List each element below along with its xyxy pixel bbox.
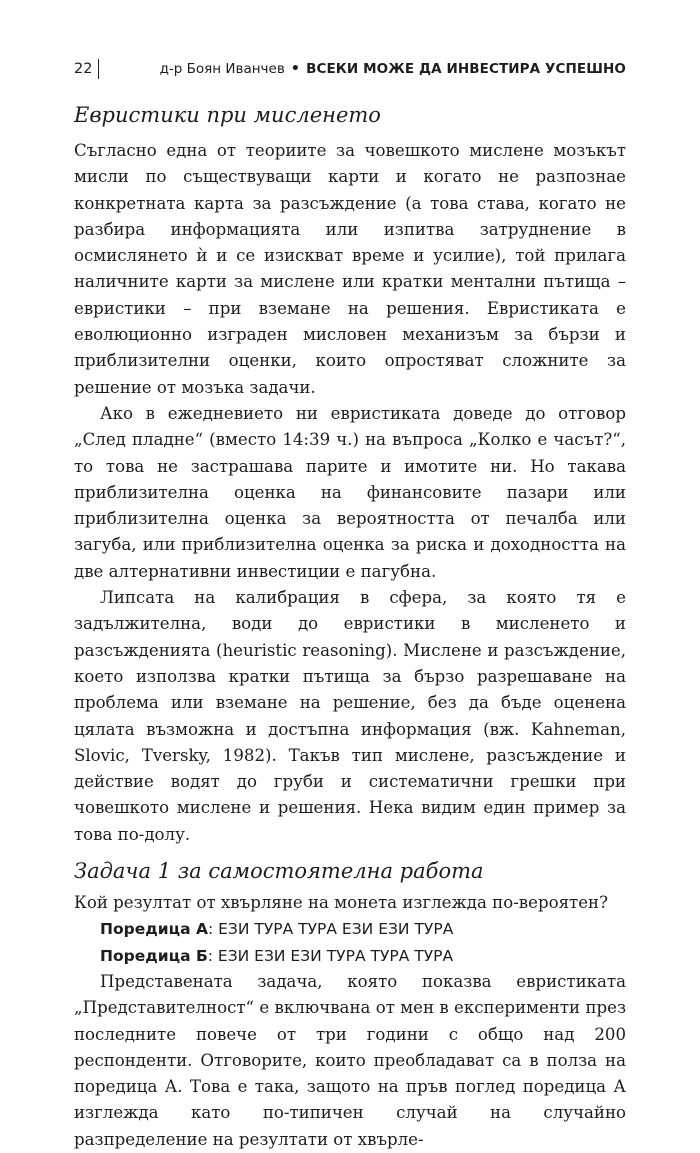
task-question: Кой резултат от хвърляне на монета изглежда по-вероятен? [74, 893, 609, 913]
paragraph-3: Липсата на калибрация в сфера, за която тя е задължителна, води до евристики в мисленето и разсъжденията (heuristic reasoning). Мислене и разсъждение, което използва кратки пътища за бързо разрешаване на проблема или вземане на решение, без да бъде оценена цялата възможна и достъпна информация (вж. Kahneman, Slovic, Tversky, 1982). Такъв тип мислене, разсъждение и действие водят до груби и систематични грешки при човешкото мислене и решения. Нека видим един пример за това по-долу. [74, 588, 626, 844]
sequence-a [74, 916, 626, 942]
page-content [74, 98, 626, 1153]
paragraph-2: Ако в ежедневието ни евристиката доведе до отговор „След пладне“ (вместо 14:39 ч.) на въпроса „Колко е часът?“, то това не застрашава парите и имотите ни. Но такава приблизителна оценка на финансовите пазари или приблизителна оценка за вероятността от печалба или загуба, или приблизителна оценка за риска и доходността на две алтернативни инвестиции е пагубна. [74, 403, 626, 581]
sequence-a-label: Поредица А [100, 920, 208, 939]
header-book-title: ВСЕКИ МОЖЕ ДА ИНВЕСТИРА УСПЕШНО [306, 61, 626, 77]
sequence-a-value: : ЕЗИ ТУРА ТУРА ЕЗИ ЕЗИ ТУРА [207, 920, 454, 939]
header-author: д-р Боян Иванчев [159, 61, 285, 77]
section-heading-task: Задача 1 за самостоятелна работа [74, 859, 484, 884]
header-divider [98, 59, 99, 79]
paragraph-1: Съгласно една от теориите за човешкото мислене мозъкът мисли по съществуващи карти и когато не разпознае конкретната карта за разсъждение (а това става, когато не разбира информацията или изпитва затруднение в осмислянето ѝ и се изискват време и усилие), той прилага наличните карти за мислене или кратки ментални пътища – евристики – при вземане на решения. Евристиката е еволюционно изграден мисловен механизъм за бързи и приблизителни оценки, които опростяват сложните за решение от мозъка задачи. [74, 141, 626, 397]
header-bullet: • [290, 61, 301, 77]
sequence-b [74, 943, 626, 969]
sequence-b-value: : ЕЗИ ЕЗИ ЕЗИ ТУРА ТУРА ТУРА [207, 946, 454, 965]
section-heading-heuristics: Евристики при мисленето [74, 103, 381, 127]
page-number: 22 [74, 61, 93, 77]
running-header [74, 58, 626, 80]
paragraph-4: Представената задача, която показва евристиката „Представителност“ е включвана от мен в експерименти през последните повече от три години с общо над 200 респонденти. Отговорите, които преобладават са в полза на поредица А. Това е така, защото на пръв поглед поредица А изглежда като по-типичен случай на случайно разпределение на резултати от хвърле- [74, 971, 626, 1149]
header-right [160, 61, 626, 77]
sequence-b-label: Поредица Б [100, 946, 208, 965]
